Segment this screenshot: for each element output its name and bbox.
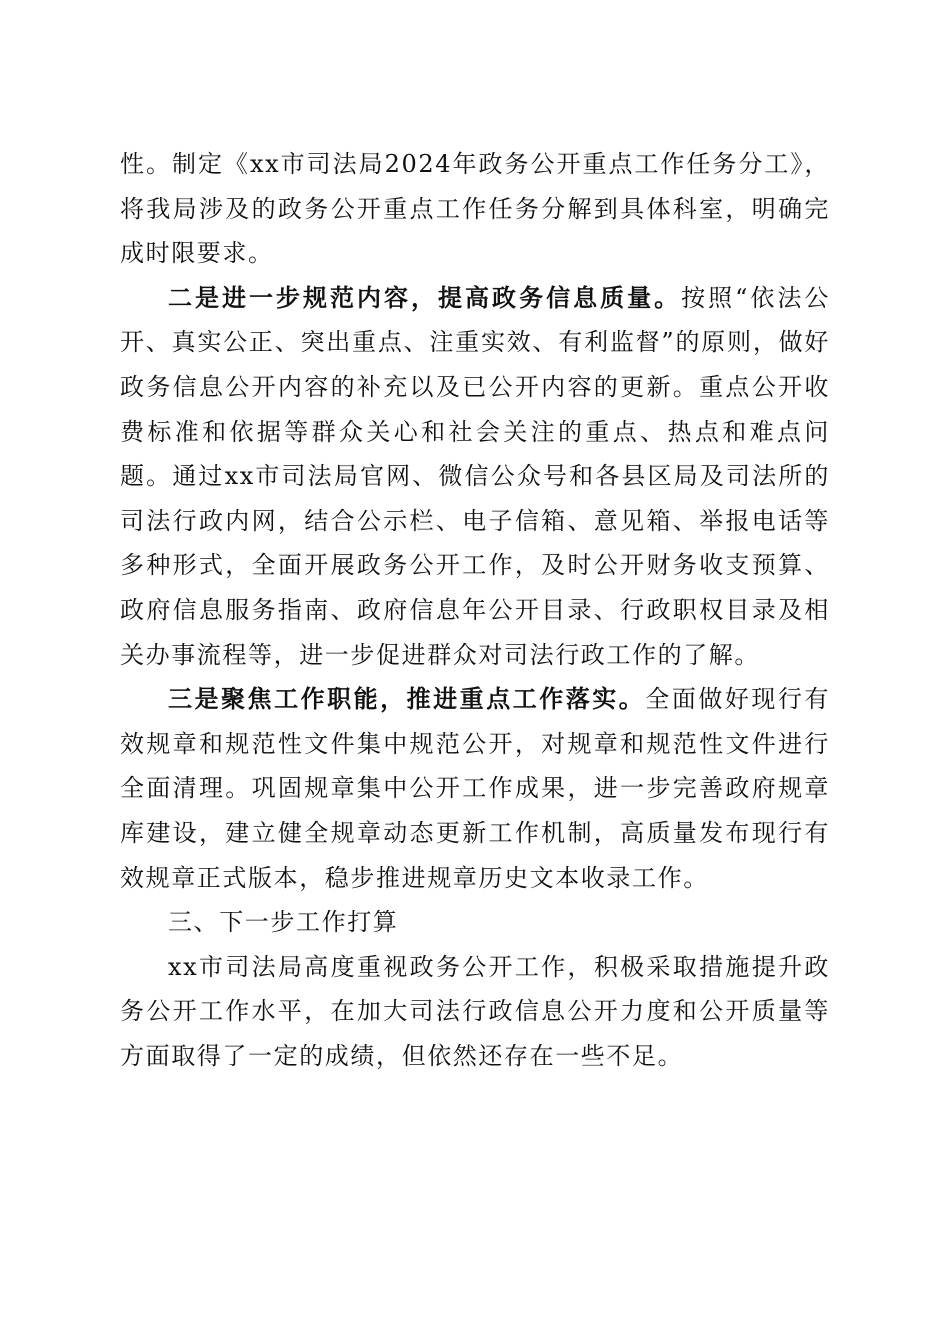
paragraph-continuation bbox=[120, 142, 830, 276]
document-body bbox=[120, 142, 830, 1078]
paragraph-lead: 二是进一步规范内容，提高政务信息质量。 bbox=[168, 282, 682, 312]
section-heading: 三、下一步工作打算 bbox=[168, 908, 399, 937]
paragraph-lead: 三是聚焦工作职能，推进重点工作落实。 bbox=[168, 684, 646, 714]
paragraph-text: 性。制定《xx市司法局2024年政务公开重点工作任务分工》，将我局涉及的政务公开重点工作任务分解到具体科室，明确完成时限要求。 bbox=[120, 150, 830, 268]
paragraph-text: 全面做好现行有效规章和规范性文件集中规范公开，对规章和规范性文件进行全面清理。巩固规章集中公开工作成果，进一步完善政府规章库建设，建立健全规章动态更新工作机制，高质量发布现行有效规章正式版本，稳步推进规章历史文本收录工作。 bbox=[120, 685, 830, 892]
paragraph-final: xx市司法局高度重视政务公开工作，积极采取措施提升政务公开工作水平，在加大司法行政信息公开力度和公开质量等方面取得了一定的成绩，但依然还存在一些不足。 bbox=[120, 952, 830, 1070]
paragraph-item-two bbox=[120, 276, 830, 677]
paragraph-item-three bbox=[120, 677, 830, 900]
paragraph-text: 按照“依法公开、真实公正、突出重点、注重实效、有利监督”的原则，做好政务信息公开内容的补充以及已公开内容的更新。重点公开收费标准和依据等群众关心和社会关注的重点、热点和难点问题。通过xx市司法局官网、微信公众号和各县区局及司法所的司法行政内网，结合公示栏、电子信箱、意见箱、举报电话等多种形式，全面开展政务公开工作，及时公开财务收支预算、政府信息服务指南、政府信息年公开目录、行政职权目录及相关办事流程等，进一步促进群众对司法行政工作的了解。 bbox=[120, 283, 830, 669]
